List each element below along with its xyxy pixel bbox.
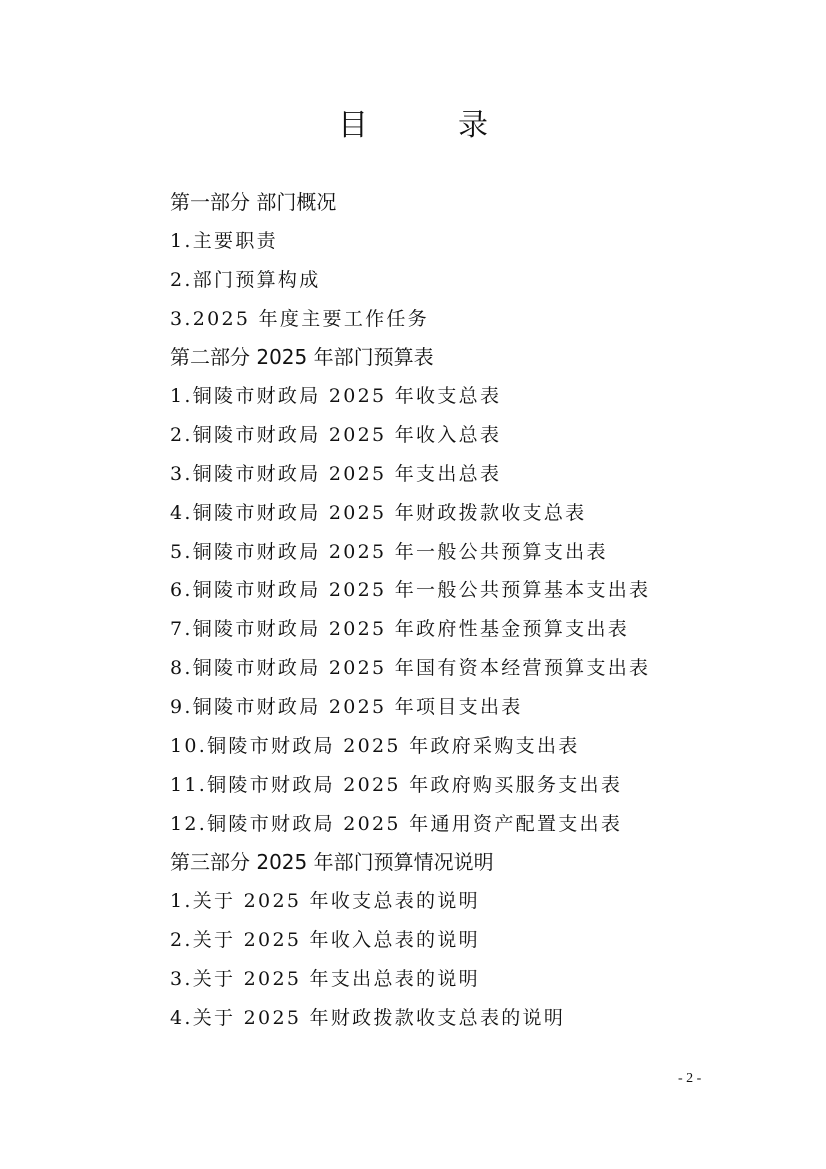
toc-item: 3.关于 2025 年支出总表的说明 [170,967,480,990]
table-of-contents [170,183,770,1038]
toc-item: 6.铜陵市财政局 2025 年一般公共预算基本支出表 [170,579,651,602]
toc-item: 1.关于 2025 年收支总表的说明 [170,890,480,913]
toc-item: 3.铜陵市财政局 2025 年支出总表 [170,462,502,485]
toc-item: 2.铜陵市财政局 2025 年收入总表 [170,424,502,447]
toc-item: 2.关于 2025 年收入总表的说明 [170,929,480,952]
toc-item: 3.2025 年度主要工作任务 [170,307,430,330]
toc-item: 1.铜陵市财政局 2025 年收支总表 [170,385,502,408]
toc-item: 11.铜陵市财政局 2025 年政府购买服务支出表 [170,773,623,796]
toc-item: 8.铜陵市财政局 2025 年国有资本经营预算支出表 [170,657,651,680]
toc-item: 7.铜陵市财政局 2025 年政府性基金预算支出表 [170,618,630,641]
toc-item: 10.铜陵市财政局 2025 年政府采购支出表 [170,734,580,757]
toc-item: 2.部门预算构成 [170,268,321,291]
toc-section-part-3: 第三部分 2025 年部门预算情况说明 [170,850,494,875]
toc-item: 12.铜陵市财政局 2025 年通用资产配置支出表 [170,812,623,835]
page-title: 目 录 [338,108,518,143]
toc-section-part-2: 第二部分 2025 年部门预算表 [170,345,434,370]
toc-item: 5.铜陵市财政局 2025 年一般公共预算支出表 [170,540,608,563]
toc-section-part-1: 第一部分 部门概况 [170,190,337,214]
toc-item: 1.主要职责 [170,229,278,252]
toc-item: 4.铜陵市财政局 2025 年财政拨款收支总表 [170,501,587,524]
toc-item: 9.铜陵市财政局 2025 年项目支出表 [170,695,523,718]
page-number: - 2 - [678,1071,702,1086]
toc-item: 4.关于 2025 年财政拨款收支总表的说明 [170,1006,566,1029]
